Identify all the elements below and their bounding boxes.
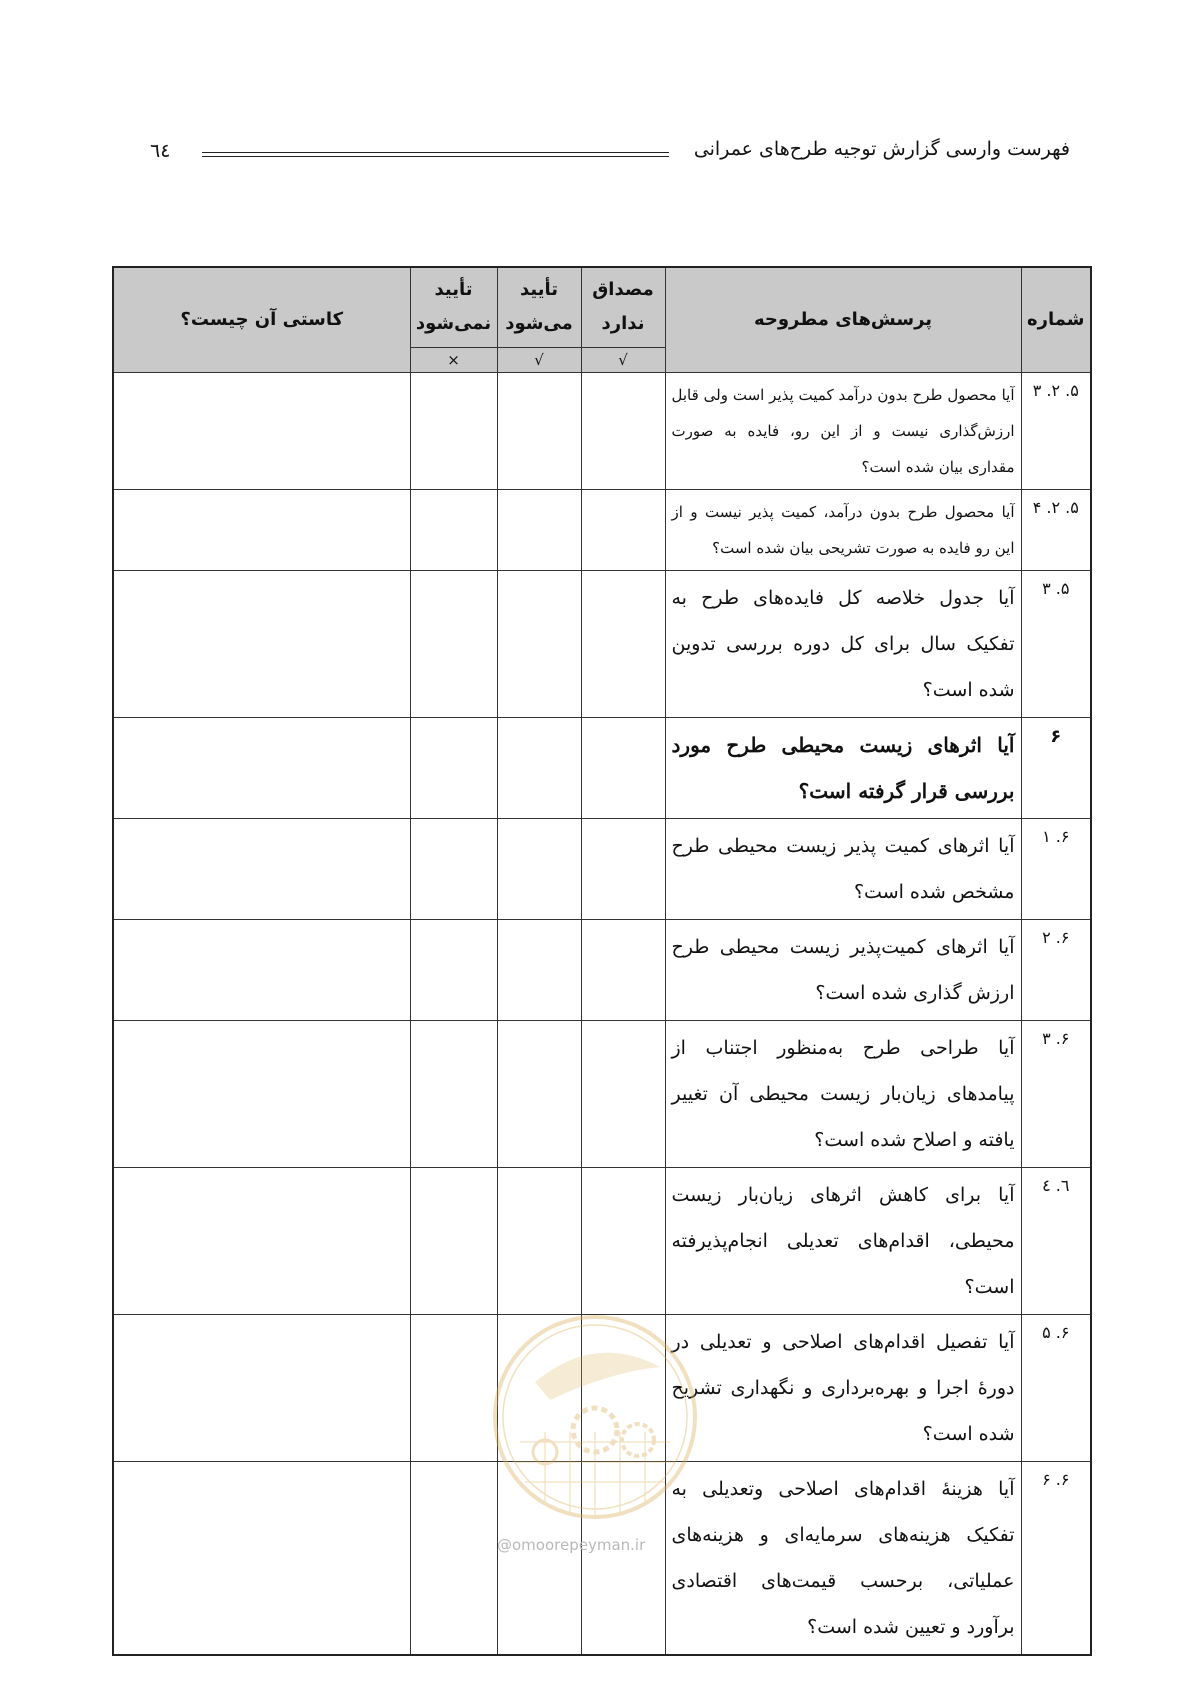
row-number: ۶. ۵ [1021,1314,1091,1461]
row-number: ۶. ۲ [1021,919,1091,1020]
cell-not-confirmed[interactable] [410,818,497,919]
cell-not-applicable[interactable] [581,1167,665,1314]
table-row [113,570,1091,717]
row-question: آیا اثرهای کمیت پذیر زیست محیطی طرح مشخص شده است؟ [665,818,1021,919]
cell-not-confirmed[interactable] [410,1020,497,1167]
column-header-question: پرسش‌های مطروحه [665,267,1021,372]
row-number: ٦. ٤ [1021,1167,1091,1314]
cell-not-confirmed[interactable] [410,1461,497,1655]
cell-not-confirmed[interactable] [410,919,497,1020]
cell-not-applicable[interactable] [581,818,665,919]
running-title: فهرست وارسی گزارش توجیه طرح‌های عمرانی [693,138,1070,160]
row-question: آیا اثرهای زیست محیطی طرح مورد بررسی قرار گرفته است؟ [665,717,1021,818]
column-header-deficiency: کاستی آن چیست؟ [113,267,410,372]
header-double-rule [202,152,669,157]
cell-confirmed[interactable] [497,717,581,818]
cell-confirmed[interactable] [497,372,581,489]
cell-not-applicable[interactable] [581,489,665,570]
cell-deficiency[interactable] [113,717,410,818]
table-row [113,1167,1091,1314]
cell-not-confirmed[interactable] [410,717,497,818]
column-header-not-confirmed: تأیید نمی‌شود [410,267,497,347]
cell-not-confirmed[interactable] [410,1167,497,1314]
table-row [113,489,1091,570]
page-number: ٦٤ [150,140,171,162]
row-number: ۵. ۲. ۳ [1021,372,1091,489]
table-row [113,372,1091,489]
cell-not-confirmed[interactable] [410,1314,497,1461]
mark-not-applicable: √ [581,347,665,372]
table-row [113,1020,1091,1167]
mark-confirmed: √ [497,347,581,372]
row-question: آیا تفصیل اقدام‌های اصلاحی و تعدیلی در دورهٔ اجرا و بهره‌برداری و نگهداری تشریح شده است؟ [665,1314,1021,1461]
cell-confirmed[interactable] [497,818,581,919]
cell-confirmed[interactable] [497,570,581,717]
cell-deficiency[interactable] [113,489,410,570]
cell-deficiency[interactable] [113,570,410,717]
cell-not-applicable[interactable] [581,1020,665,1167]
cell-deficiency[interactable] [113,1461,410,1655]
cell-not-applicable[interactable] [581,570,665,717]
row-question: آیا برای کاهش اثرهای زیان‌بار زیست محیطی، اقدام‌های تعدیلی انجام‌پذیرفته است؟ [665,1167,1021,1314]
cell-confirmed[interactable] [497,1167,581,1314]
row-question: آیا اثرهای کمیت‌پذیر زیست محیطی طرح ارزش گذاری شده است؟ [665,919,1021,1020]
watermark-url: @omoorepeyman.ir [497,1536,646,1554]
cell-not-applicable[interactable] [581,372,665,489]
watermark-logo [490,1312,700,1522]
row-question: آیا محصول طرح بدون درآمد کمیت پذیر است ولی قابل ارزش‌گذاری نیست و از این رو، فایده به صورت مقداری بیان شده است؟ [665,372,1021,489]
cell-not-confirmed[interactable] [410,372,497,489]
table-row [113,919,1091,1020]
row-number: ۶. ۶ [1021,1461,1091,1655]
row-number: ۵. ۲. ۴ [1021,489,1091,570]
row-question: آیا جدول خلاصه کل فایده‌های طرح به تفکیک سال برای کل دوره بررسی تدوین شده است؟ [665,570,1021,717]
row-question: آیا طراحی طرح به‌منظور اجتناب از پیامدهای زیان‌بار زیست محیطی آن تغییر یافته و اصلاح شده است؟ [665,1020,1021,1167]
cell-deficiency[interactable] [113,1020,410,1167]
page-header [150,140,1070,180]
cell-confirmed[interactable] [497,919,581,1020]
cell-not-confirmed[interactable] [410,570,497,717]
cell-not-applicable[interactable] [581,717,665,818]
cell-not-applicable[interactable] [581,919,665,1020]
cell-deficiency[interactable] [113,919,410,1020]
row-number: ۶. ۳ [1021,1020,1091,1167]
cell-deficiency[interactable] [113,1167,410,1314]
column-header-number: شماره [1021,267,1091,372]
cell-not-confirmed[interactable] [410,489,497,570]
row-number: ۵. ۳ [1021,570,1091,717]
cell-confirmed[interactable] [497,489,581,570]
cell-deficiency[interactable] [113,1314,410,1461]
row-question: آیا محصول طرح بدون درآمد، کمیت پذیر نیست و از این رو فایده به صورت تشریحی بیان شده است؟ [665,489,1021,570]
column-header-confirmed: تأیید می‌شود [497,267,581,347]
cell-deficiency[interactable] [113,372,410,489]
table-row [113,818,1091,919]
row-question: آیا هزینهٔ اقدام‌های اصلاحی وتعدیلی به تفکیک هزینه‌های سرمایه‌ای و هزینه‌های عملیاتی، برحسب قیمت‌های اقتصادی برآورد و تعیین شده است؟ [665,1461,1021,1655]
mark-not-confirmed: × [410,347,497,372]
table-row-section [113,717,1091,818]
row-number: ۶. ۱ [1021,818,1091,919]
column-header-not-applicable: مصداق ندارد [581,267,665,347]
row-number: ۶ [1021,717,1091,818]
cell-confirmed[interactable] [497,1020,581,1167]
cell-deficiency[interactable] [113,818,410,919]
